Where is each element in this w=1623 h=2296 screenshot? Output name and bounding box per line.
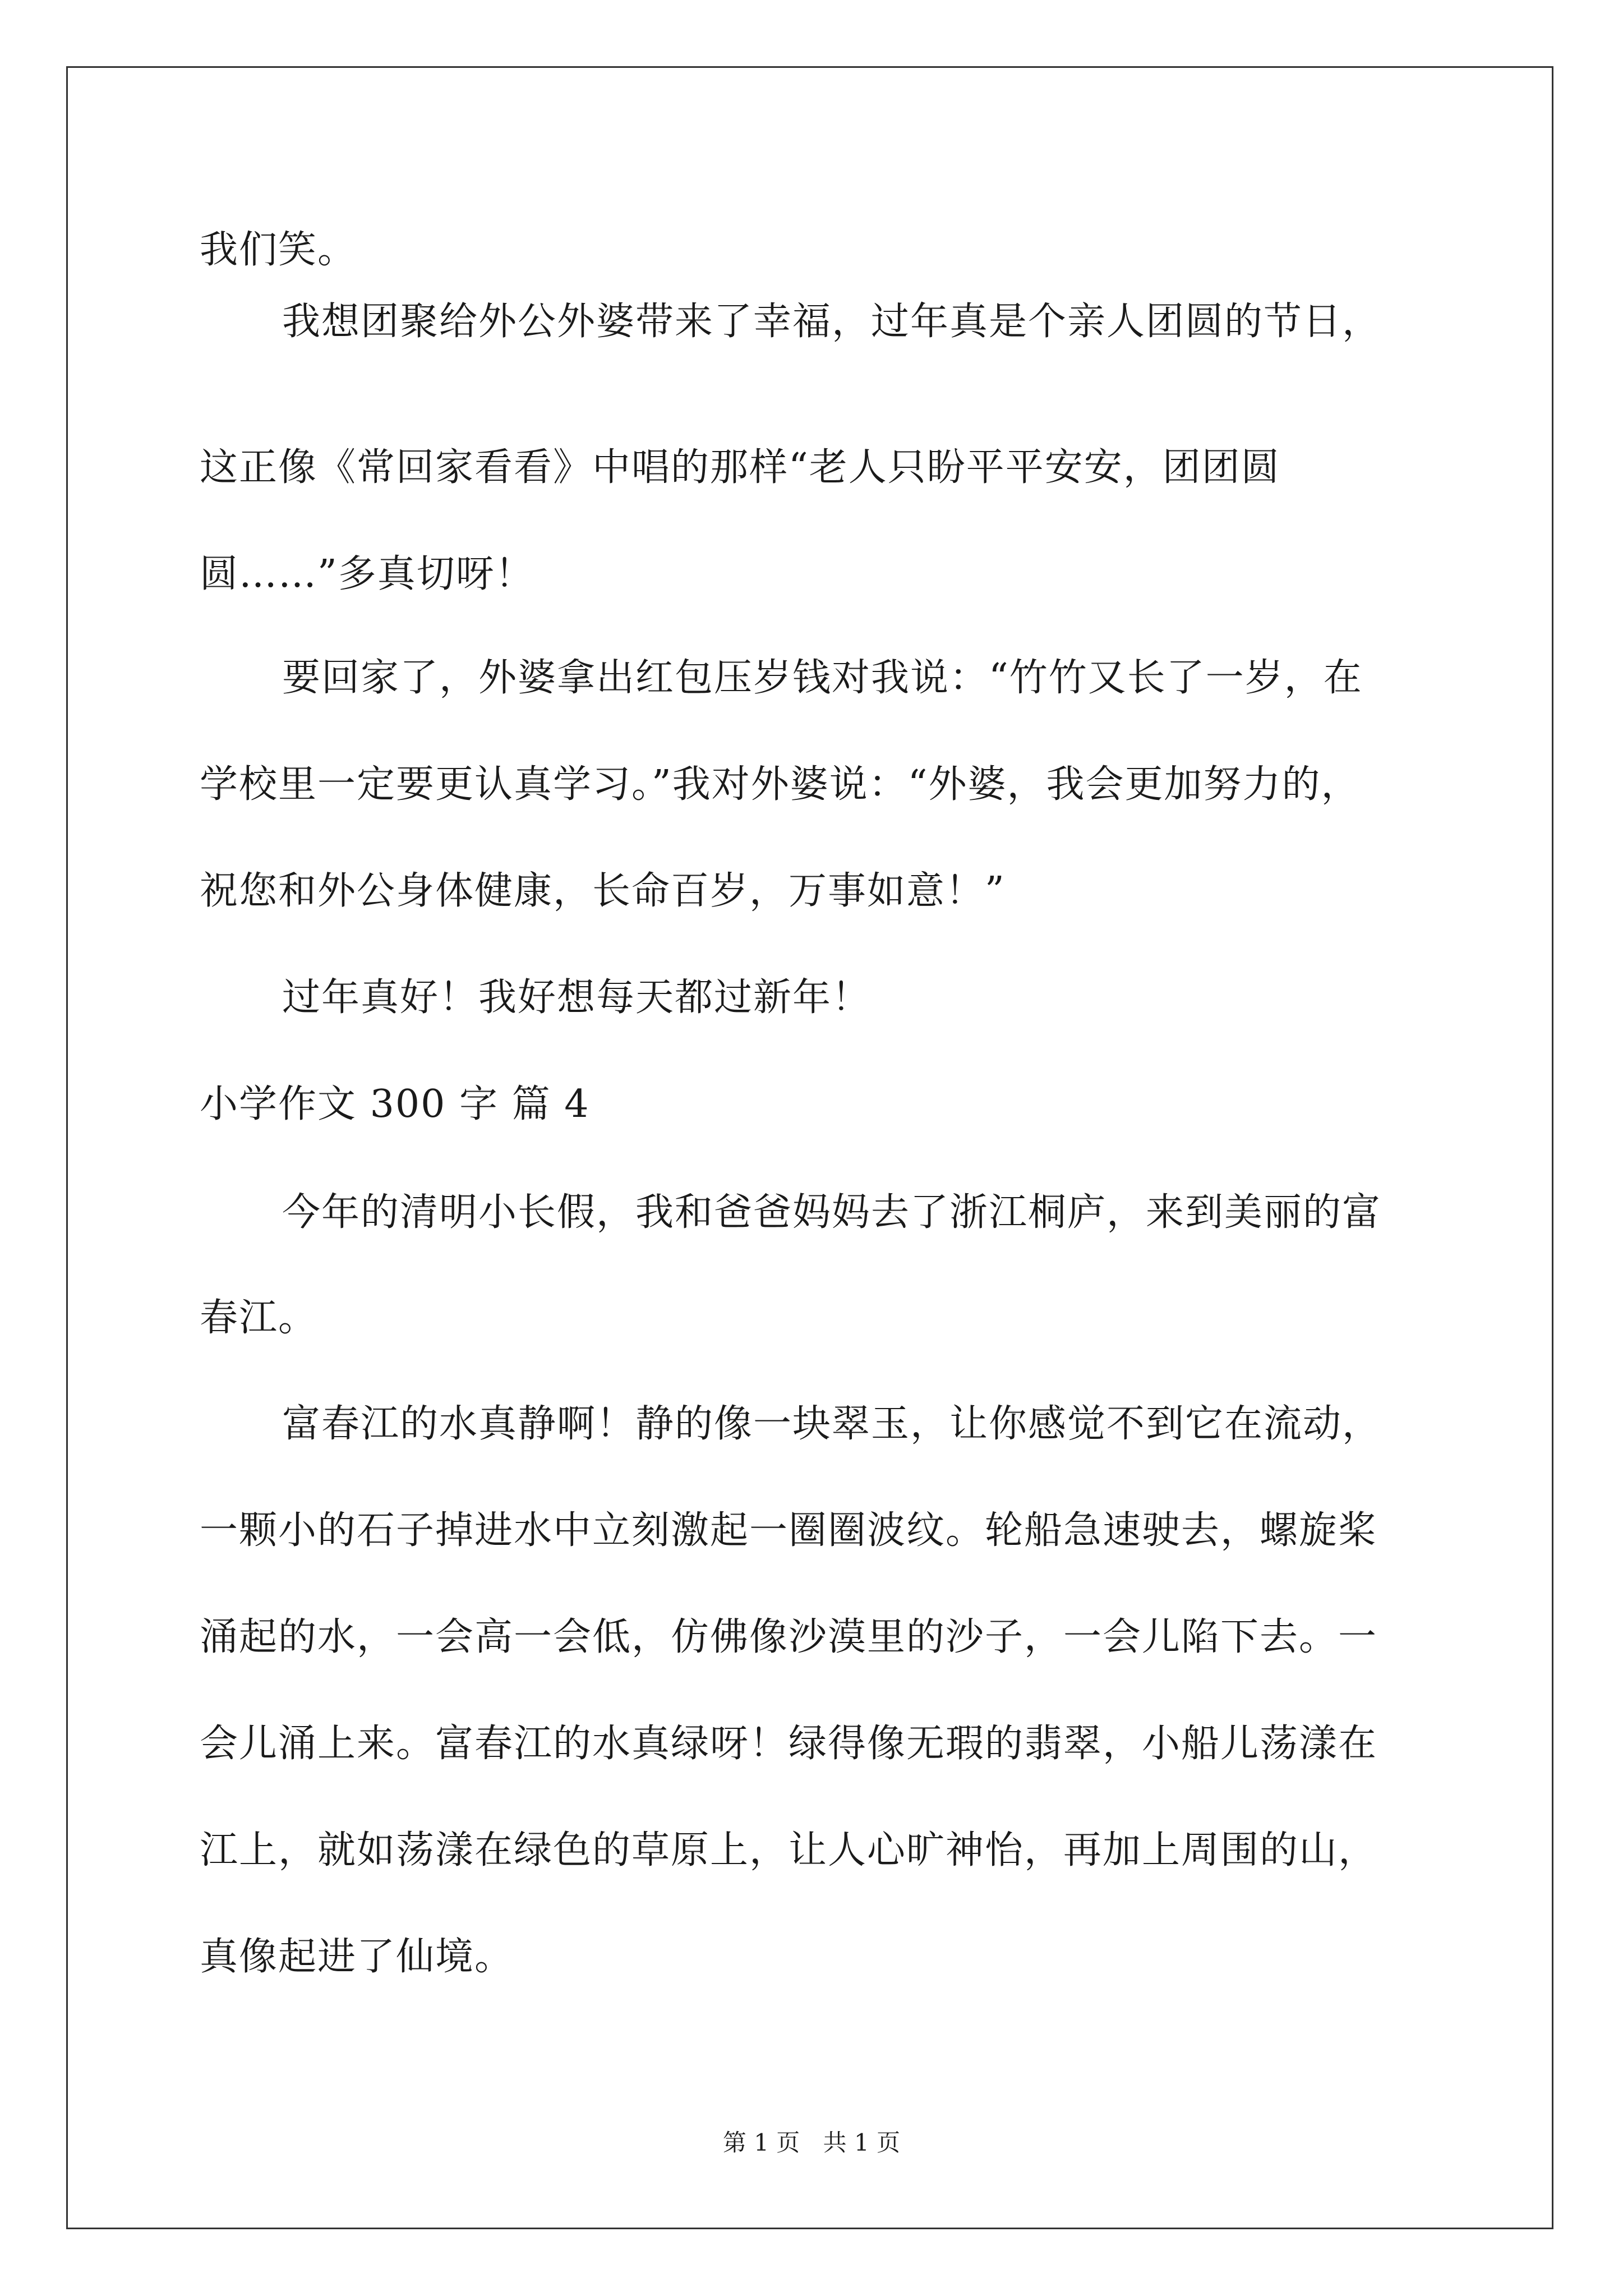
text-line: 我想团聚给外公外婆带来了幸福，过年真是个亲人团圆的节日， (282, 300, 1382, 344)
text-line: 富春江的水真静啊！静的像一块翠玉，让你感觉不到它在流动， (282, 1402, 1382, 1446)
text-line: 会儿涌上来。富春江的水真绿呀！绿得像无瑕的翡翠，小船儿荡漾在 (200, 1722, 1378, 1766)
text-line: 我们笑。 (200, 228, 357, 272)
text-line: 圆……”多真切呀！ (200, 552, 534, 596)
text-line: 要回家了，外婆拿出红包压岁钱对我说：“竹竹又长了一岁，在 (282, 656, 1363, 700)
section-heading: 小学作文 300 字 篇 4 (200, 1082, 590, 1126)
text-line: 这正像《常回家看看》中唱的那样“老人只盼平平安安，团团圆 (200, 445, 1280, 490)
page-total: 共 1 页 (823, 2129, 901, 2156)
page-border (66, 66, 1553, 2229)
text-line: 学校里一定要更认真学习。”我对外婆说：“外婆，我会更加努力的， (200, 762, 1361, 807)
text-line: 一颗小的石子掉进水中立刻激起一圈圈波纹。轮船急速驶去，螺旋桨 (200, 1508, 1378, 1553)
text-line: 江上，就如荡漾在绿色的草原上，让人心旷神怡，再加上周围的山， (200, 1828, 1378, 1872)
page-footer (0, 2124, 1623, 2158)
text-line: 祝您和外公身体健康，长命百岁，万事如意！” (200, 869, 1006, 913)
text-line: 今年的清明小长假，我和爸爸妈妈去了浙江桐庐，来到美丽的富 (282, 1190, 1382, 1235)
text-line: 过年真好！我好想每天都过新年！ (282, 976, 872, 1020)
text-line: 涌起的水，一会高一会低，仿佛像沙漠里的沙子，一会儿陷下去。一 (200, 1615, 1378, 1659)
text-line: 真像起进了仙境。 (200, 1935, 514, 1979)
text-line: 春江。 (200, 1296, 318, 1340)
page-number: 第 1 页 (722, 2129, 800, 2156)
